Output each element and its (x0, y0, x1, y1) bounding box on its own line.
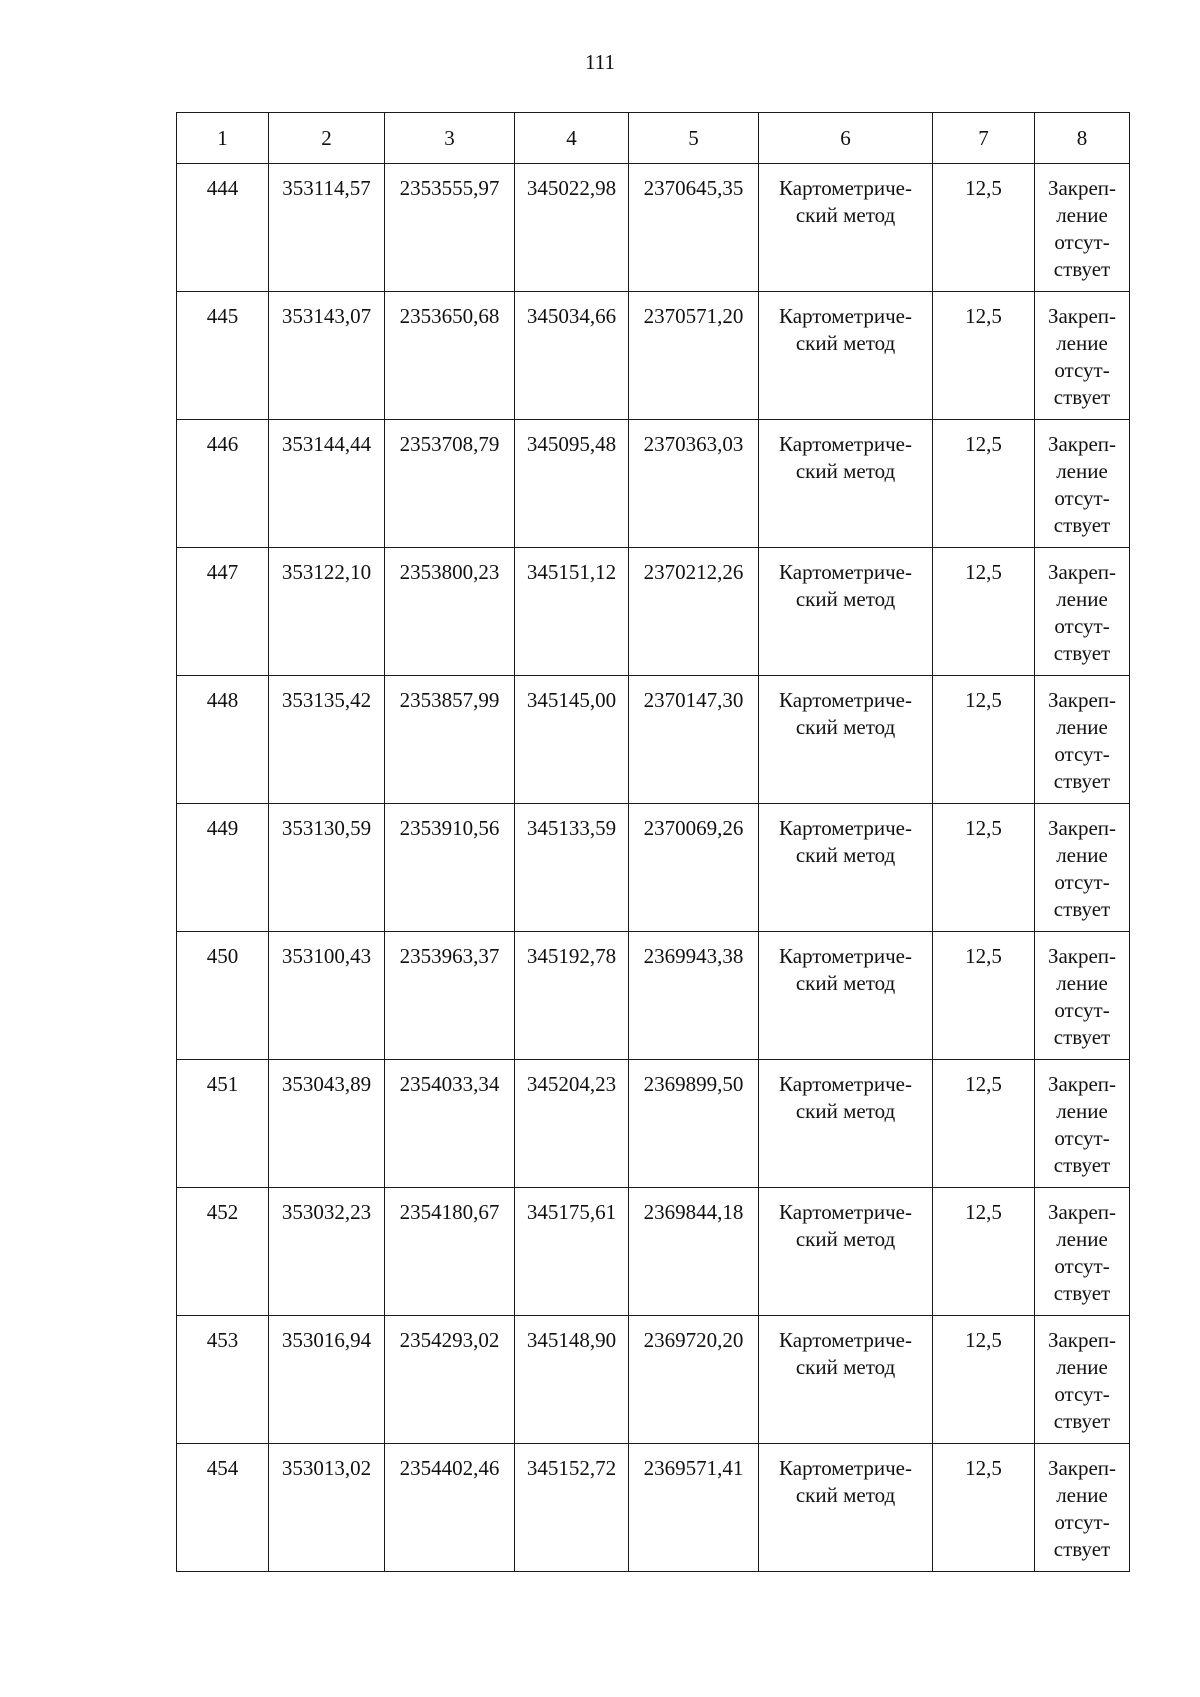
method-cell (759, 1444, 933, 1572)
note-line: ление (1056, 331, 1108, 355)
note-line: ствует (1053, 1281, 1111, 1305)
coord-cell: 2369899,50 (629, 1060, 759, 1188)
note-line: ствует (1053, 513, 1111, 537)
accuracy-cell: 12,5 (933, 932, 1035, 1060)
coord-cell: 2353555,97 (385, 164, 515, 292)
coord-cell: 2353963,37 (385, 932, 515, 1060)
note-line: ствует (1053, 897, 1111, 921)
accuracy-cell: 12,5 (933, 804, 1035, 932)
table-row (177, 804, 1130, 932)
note-line: Закреп- (1047, 816, 1117, 840)
accuracy-cell: 12,5 (933, 1444, 1035, 1572)
method-cell (759, 420, 933, 548)
coord-cell: 2353800,23 (385, 548, 515, 676)
note-line: отсут- (1054, 1510, 1110, 1534)
method-cell (759, 1188, 933, 1316)
note-line: отсут- (1054, 1254, 1110, 1278)
note-line: ствует (1053, 257, 1111, 281)
coord-cell: 353043,89 (269, 1060, 385, 1188)
coord-cell: 2354180,67 (385, 1188, 515, 1316)
table-row (177, 548, 1130, 676)
point-number-cell: 453 (177, 1316, 269, 1444)
note-line: отсут- (1054, 870, 1110, 894)
accuracy-cell: 12,5 (933, 420, 1035, 548)
method-line: ский метод (795, 971, 896, 995)
method-cell (759, 292, 933, 420)
note-line: ствует (1053, 769, 1111, 793)
coord-cell: 353122,10 (269, 548, 385, 676)
note-line: Закреп- (1047, 560, 1117, 584)
method-line: ский метод (795, 459, 896, 483)
coord-cell: 353130,59 (269, 804, 385, 932)
coord-cell: 2354293,02 (385, 1316, 515, 1444)
note-line: Закреп- (1047, 688, 1117, 712)
method-cell (759, 164, 933, 292)
table-row (177, 164, 1130, 292)
note-cell (1035, 548, 1130, 676)
method-line: Картометриче- (779, 560, 912, 584)
method-line: Картометриче- (779, 688, 912, 712)
table-row (177, 1060, 1130, 1188)
coord-cell: 2369943,38 (629, 932, 759, 1060)
note-line: Закреп- (1047, 1328, 1117, 1352)
coord-cell: 345204,23 (515, 1060, 629, 1188)
point-number-cell: 444 (177, 164, 269, 292)
coord-cell: 353144,44 (269, 420, 385, 548)
coord-cell: 345095,48 (515, 420, 629, 548)
coord-cell: 345034,66 (515, 292, 629, 420)
note-line: ствует (1053, 641, 1111, 665)
note-line: ление (1056, 587, 1108, 611)
method-line: ский метод (795, 203, 896, 227)
table-row (177, 420, 1130, 548)
method-line: ский метод (795, 843, 896, 867)
coord-cell: 353143,07 (269, 292, 385, 420)
method-line: ский метод (795, 1227, 896, 1251)
coord-cell: 345151,12 (515, 548, 629, 676)
point-number-cell: 447 (177, 548, 269, 676)
coord-cell: 2370645,35 (629, 164, 759, 292)
point-number-cell: 445 (177, 292, 269, 420)
header-cell: 2 (269, 113, 385, 164)
note-cell (1035, 164, 1130, 292)
point-number-cell: 450 (177, 932, 269, 1060)
note-line: Закреп- (1047, 304, 1117, 328)
coord-cell: 345148,90 (515, 1316, 629, 1444)
note-line: ствует (1053, 1025, 1111, 1049)
header-cell: 8 (1035, 113, 1130, 164)
method-line: Картометриче- (779, 816, 912, 840)
header-cell: 4 (515, 113, 629, 164)
note-line: отсут- (1054, 742, 1110, 766)
coord-cell: 345192,78 (515, 932, 629, 1060)
method-line: ский метод (795, 1355, 896, 1379)
note-line: отсут- (1054, 230, 1110, 254)
coord-cell: 2354033,34 (385, 1060, 515, 1188)
point-number-cell: 452 (177, 1188, 269, 1316)
note-cell (1035, 932, 1130, 1060)
note-cell (1035, 292, 1130, 420)
coord-cell: 345133,59 (515, 804, 629, 932)
method-cell (759, 804, 933, 932)
note-cell (1035, 420, 1130, 548)
note-cell (1035, 804, 1130, 932)
coord-cell: 353013,02 (269, 1444, 385, 1572)
note-line: ление (1056, 1355, 1108, 1379)
note-line: ление (1056, 203, 1108, 227)
note-line: отсут- (1054, 486, 1110, 510)
coord-cell: 2354402,46 (385, 1444, 515, 1572)
note-line: ление (1056, 971, 1108, 995)
header-cell: 5 (629, 113, 759, 164)
header-cell: 3 (385, 113, 515, 164)
note-line: ление (1056, 1483, 1108, 1507)
table-row (177, 1316, 1130, 1444)
note-line: Закреп- (1047, 1456, 1117, 1480)
method-line: ский метод (795, 587, 896, 611)
note-line: ление (1056, 459, 1108, 483)
note-line: ление (1056, 843, 1108, 867)
coord-cell: 2369720,20 (629, 1316, 759, 1444)
accuracy-cell: 12,5 (933, 1060, 1035, 1188)
method-line: ский метод (795, 1099, 896, 1123)
method-cell (759, 548, 933, 676)
note-line: ление (1056, 715, 1108, 739)
method-line: ский метод (795, 715, 896, 739)
page-number: 111 (585, 50, 615, 74)
header-cell: 1 (177, 113, 269, 164)
note-line: отсут- (1054, 1382, 1110, 1406)
accuracy-cell: 12,5 (933, 1188, 1035, 1316)
point-number-cell: 454 (177, 1444, 269, 1572)
coord-cell: 2370212,26 (629, 548, 759, 676)
method-line: Картометриче- (779, 1200, 912, 1224)
method-line: ский метод (795, 331, 896, 355)
note-line: ствует (1053, 1409, 1111, 1433)
method-line: Картометриче- (779, 1456, 912, 1480)
note-line: отсут- (1054, 358, 1110, 382)
table-row (177, 932, 1130, 1060)
coord-cell: 2370069,26 (629, 804, 759, 932)
point-number-cell: 446 (177, 420, 269, 548)
header-row (177, 113, 1130, 164)
coord-cell: 345145,00 (515, 676, 629, 804)
method-line: Картометриче- (779, 304, 912, 328)
note-line: ствует (1053, 385, 1111, 409)
coord-cell: 345022,98 (515, 164, 629, 292)
accuracy-cell: 12,5 (933, 548, 1035, 676)
note-line: ствует (1053, 1153, 1111, 1177)
method-cell (759, 932, 933, 1060)
method-line: ский метод (795, 1483, 896, 1507)
coord-cell: 353016,94 (269, 1316, 385, 1444)
note-line: Закреп- (1047, 432, 1117, 456)
table-row (177, 676, 1130, 804)
method-line: Картометриче- (779, 1328, 912, 1352)
note-cell (1035, 676, 1130, 804)
point-number-cell: 448 (177, 676, 269, 804)
note-line: ствует (1053, 1537, 1111, 1561)
accuracy-cell: 12,5 (933, 164, 1035, 292)
method-cell (759, 1060, 933, 1188)
note-line: отсут- (1054, 1126, 1110, 1150)
coord-cell: 2353708,79 (385, 420, 515, 548)
method-line: Картометриче- (779, 176, 912, 200)
method-line: Картометриче- (779, 944, 912, 968)
method-line: Картометриче- (779, 432, 912, 456)
note-line: Закреп- (1047, 1072, 1117, 1096)
accuracy-cell: 12,5 (933, 676, 1035, 804)
coord-cell: 2353910,56 (385, 804, 515, 932)
coordinates-table (176, 112, 1130, 1572)
header-cell: 6 (759, 113, 933, 164)
coord-cell: 345175,61 (515, 1188, 629, 1316)
note-cell (1035, 1444, 1130, 1572)
note-line: отсут- (1054, 614, 1110, 638)
table-row (177, 292, 1130, 420)
coord-cell: 2353857,99 (385, 676, 515, 804)
method-cell (759, 676, 933, 804)
accuracy-cell: 12,5 (933, 1316, 1035, 1444)
coord-cell: 2369844,18 (629, 1188, 759, 1316)
note-cell (1035, 1316, 1130, 1444)
point-number-cell: 449 (177, 804, 269, 932)
coord-cell: 353100,43 (269, 932, 385, 1060)
note-line: Закреп- (1047, 944, 1117, 968)
note-cell (1035, 1188, 1130, 1316)
note-line: ление (1056, 1099, 1108, 1123)
note-line: ление (1056, 1227, 1108, 1251)
coord-cell: 2370571,20 (629, 292, 759, 420)
coord-cell: 353135,42 (269, 676, 385, 804)
note-line: Закреп- (1047, 1200, 1117, 1224)
coord-cell: 2369571,41 (629, 1444, 759, 1572)
coord-cell: 353114,57 (269, 164, 385, 292)
coord-cell: 2370147,30 (629, 676, 759, 804)
note-line: Закреп- (1047, 176, 1117, 200)
accuracy-cell: 12,5 (933, 292, 1035, 420)
method-line: Картометриче- (779, 1072, 912, 1096)
coord-cell: 345152,72 (515, 1444, 629, 1572)
table-row (177, 1188, 1130, 1316)
header-cell: 7 (933, 113, 1035, 164)
note-line: отсут- (1054, 998, 1110, 1022)
coord-cell: 2370363,03 (629, 420, 759, 548)
table-row (177, 1444, 1130, 1572)
note-cell (1035, 1060, 1130, 1188)
coord-cell: 2353650,68 (385, 292, 515, 420)
method-cell (759, 1316, 933, 1444)
coord-cell: 353032,23 (269, 1188, 385, 1316)
point-number-cell: 451 (177, 1060, 269, 1188)
table-body (177, 164, 1130, 1572)
